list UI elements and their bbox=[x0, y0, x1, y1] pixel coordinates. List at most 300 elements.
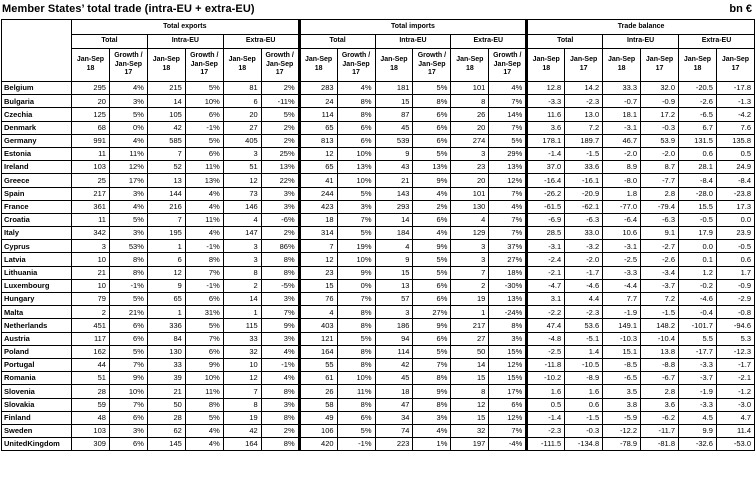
value-cell: 8% bbox=[337, 345, 375, 358]
value-cell: 5% bbox=[185, 134, 223, 147]
value-cell: 7% bbox=[489, 424, 527, 437]
country-cell: Malta bbox=[2, 306, 72, 319]
value-cell: 3 bbox=[451, 240, 489, 253]
value-cell: 164 bbox=[223, 438, 261, 451]
value-cell: 8% bbox=[413, 372, 451, 385]
value-cell: -5.1 bbox=[565, 332, 603, 345]
value-cell: -3.3 bbox=[679, 358, 717, 371]
value-cell: 451 bbox=[72, 319, 110, 332]
value-cell: 48 bbox=[72, 411, 110, 424]
value-cell: 26 bbox=[451, 108, 489, 121]
value-cell: 11% bbox=[185, 161, 223, 174]
value-cell: 4% bbox=[413, 187, 451, 200]
value-cell: -0.5 bbox=[679, 213, 717, 226]
value-cell: 28 bbox=[147, 411, 185, 424]
value-cell: 10% bbox=[337, 147, 375, 160]
value-cell: 4% bbox=[489, 82, 527, 95]
column-header: Growth / Jan-Sep 17 bbox=[413, 49, 451, 82]
value-cell: -4.4 bbox=[603, 279, 641, 292]
value-cell: 8% bbox=[261, 253, 299, 266]
value-cell: 23 bbox=[451, 161, 489, 174]
value-cell: 115 bbox=[223, 319, 261, 332]
table-row bbox=[2, 187, 755, 200]
value-cell: 3 bbox=[223, 240, 261, 253]
table-row bbox=[2, 319, 755, 332]
value-cell: 13.8 bbox=[641, 345, 679, 358]
value-cell: 5% bbox=[261, 108, 299, 121]
value-cell: 5% bbox=[413, 147, 451, 160]
value-cell: 11.6 bbox=[527, 108, 565, 121]
value-cell: 12% bbox=[489, 411, 527, 424]
value-cell: 1 bbox=[147, 306, 185, 319]
value-cell: -1.3 bbox=[716, 95, 754, 108]
value-cell: -0.9 bbox=[716, 279, 754, 292]
value-cell: 10% bbox=[337, 253, 375, 266]
column-header: Jan-Sep 18 bbox=[299, 49, 337, 82]
value-cell: 1 bbox=[451, 306, 489, 319]
table-row bbox=[2, 253, 755, 266]
value-cell: 195 bbox=[147, 227, 185, 240]
value-cell: 51 bbox=[223, 161, 261, 174]
value-cell: 45 bbox=[375, 372, 413, 385]
value-cell: 11.4 bbox=[716, 424, 754, 437]
value-cell: 130 bbox=[147, 345, 185, 358]
value-cell: 32 bbox=[223, 345, 261, 358]
value-cell: 12% bbox=[489, 358, 527, 371]
value-cell: -1% bbox=[185, 240, 223, 253]
country-cell: Cyprus bbox=[2, 240, 72, 253]
value-cell: 9% bbox=[185, 358, 223, 371]
value-cell: 8% bbox=[413, 398, 451, 411]
country-cell: Austria bbox=[2, 332, 72, 345]
value-cell: 8 bbox=[223, 398, 261, 411]
value-cell: 5% bbox=[109, 293, 147, 306]
value-cell: -17.8 bbox=[716, 82, 754, 95]
value-cell: 7% bbox=[261, 306, 299, 319]
value-cell: 6% bbox=[109, 332, 147, 345]
value-cell: 178.1 bbox=[527, 134, 565, 147]
subgroup-header: Extra-EU bbox=[223, 35, 299, 49]
value-cell: 55 bbox=[299, 358, 337, 371]
corner-cell bbox=[2, 20, 72, 82]
value-cell: 8% bbox=[261, 411, 299, 424]
value-cell: 12 bbox=[223, 174, 261, 187]
value-cell: 57 bbox=[375, 293, 413, 306]
value-cell: 6% bbox=[413, 213, 451, 226]
value-cell: -6.2 bbox=[641, 411, 679, 424]
value-cell: 143 bbox=[375, 187, 413, 200]
table-row bbox=[2, 82, 755, 95]
country-cell: Bulgaria bbox=[2, 95, 72, 108]
value-cell: 164 bbox=[299, 345, 337, 358]
value-cell: -11% bbox=[261, 95, 299, 108]
value-cell: 539 bbox=[375, 134, 413, 147]
value-cell: 103 bbox=[72, 424, 110, 437]
value-cell: -26.2 bbox=[527, 187, 565, 200]
value-cell: 3% bbox=[261, 398, 299, 411]
value-cell: -1.9 bbox=[603, 306, 641, 319]
value-cell: 12% bbox=[109, 161, 147, 174]
value-cell: 0.6 bbox=[565, 398, 603, 411]
value-cell: 43 bbox=[375, 161, 413, 174]
value-cell: 5% bbox=[185, 319, 223, 332]
value-cell: -6.3 bbox=[565, 213, 603, 226]
value-cell: 5.5 bbox=[679, 332, 717, 345]
value-cell: 24.9 bbox=[716, 161, 754, 174]
value-cell: 28 bbox=[72, 385, 110, 398]
table-header bbox=[2, 20, 755, 82]
value-cell: -2.3 bbox=[565, 95, 603, 108]
column-header: Jan-Sep 18 bbox=[72, 49, 110, 82]
value-cell: 244 bbox=[299, 187, 337, 200]
value-cell: -28.0 bbox=[679, 187, 717, 200]
value-cell: 32.0 bbox=[641, 82, 679, 95]
value-cell: 0.1 bbox=[679, 253, 717, 266]
value-cell: -17.7 bbox=[679, 345, 717, 358]
value-cell: 53.6 bbox=[565, 319, 603, 332]
value-cell: 27% bbox=[413, 306, 451, 319]
value-cell: 7% bbox=[489, 121, 527, 134]
value-cell: 181 bbox=[375, 82, 413, 95]
table-row bbox=[2, 306, 755, 319]
table-row bbox=[2, 424, 755, 437]
value-cell: 14 bbox=[223, 293, 261, 306]
value-cell: 4% bbox=[109, 200, 147, 213]
value-cell: -1% bbox=[185, 279, 223, 292]
value-cell: -3.1 bbox=[603, 121, 641, 134]
value-cell: 61 bbox=[299, 372, 337, 385]
table-row bbox=[2, 200, 755, 213]
value-cell: -1.5 bbox=[565, 147, 603, 160]
value-cell: 4.5 bbox=[679, 411, 717, 424]
value-cell: 42 bbox=[147, 121, 185, 134]
country-cell: Slovenia bbox=[2, 385, 72, 398]
value-cell: 14 bbox=[147, 95, 185, 108]
value-cell: 1% bbox=[413, 438, 451, 451]
value-cell: 6% bbox=[413, 332, 451, 345]
value-cell: 6% bbox=[413, 279, 451, 292]
value-cell: 10 bbox=[72, 279, 110, 292]
value-cell: 8% bbox=[185, 398, 223, 411]
value-cell: -2.1 bbox=[716, 372, 754, 385]
value-cell: -2.3 bbox=[565, 306, 603, 319]
column-header: Jan-Sep 17 bbox=[641, 49, 679, 82]
subgroup-header: Total bbox=[72, 35, 148, 49]
table-row bbox=[2, 358, 755, 371]
value-cell: 27 bbox=[451, 332, 489, 345]
value-cell: 9.1 bbox=[641, 227, 679, 240]
value-cell: 106 bbox=[299, 424, 337, 437]
value-cell: 2 bbox=[72, 306, 110, 319]
value-cell: 12 bbox=[223, 372, 261, 385]
value-cell: -16.1 bbox=[565, 174, 603, 187]
value-cell: 3.6 bbox=[641, 398, 679, 411]
value-cell: 5% bbox=[413, 266, 451, 279]
subgroup-header: Extra-EU bbox=[679, 35, 755, 49]
value-cell: 4% bbox=[261, 345, 299, 358]
value-cell: -53.0 bbox=[716, 438, 754, 451]
value-cell: 21 bbox=[72, 266, 110, 279]
value-cell: 9% bbox=[413, 174, 451, 187]
value-cell: -1.9 bbox=[679, 385, 717, 398]
value-cell: 31% bbox=[185, 306, 223, 319]
value-cell: 81 bbox=[223, 82, 261, 95]
value-cell: 32 bbox=[451, 424, 489, 437]
value-cell: 9% bbox=[261, 319, 299, 332]
value-cell: -4.6 bbox=[679, 293, 717, 306]
value-cell: -0.7 bbox=[603, 95, 641, 108]
value-cell: 8% bbox=[337, 95, 375, 108]
value-cell: 5% bbox=[185, 411, 223, 424]
value-cell: 3% bbox=[337, 200, 375, 213]
value-cell: -10.2 bbox=[527, 372, 565, 385]
value-cell: -3.3 bbox=[679, 398, 717, 411]
value-cell: 6% bbox=[337, 121, 375, 134]
value-cell: -2.9 bbox=[716, 293, 754, 306]
value-cell: 11% bbox=[185, 385, 223, 398]
value-cell: 2% bbox=[261, 134, 299, 147]
value-cell: 0% bbox=[337, 279, 375, 292]
value-cell: 4% bbox=[489, 200, 527, 213]
value-cell: 7.7 bbox=[603, 293, 641, 306]
table-row bbox=[2, 134, 755, 147]
value-cell: -1% bbox=[337, 438, 375, 451]
column-header: Jan-Sep 17 bbox=[565, 49, 603, 82]
country-cell: Lithuania bbox=[2, 266, 72, 279]
value-cell: 7% bbox=[185, 332, 223, 345]
value-cell: 25% bbox=[261, 147, 299, 160]
value-cell: 8 bbox=[451, 385, 489, 398]
value-cell: -2.4 bbox=[527, 253, 565, 266]
value-cell: 45 bbox=[375, 121, 413, 134]
value-cell: 4 bbox=[375, 240, 413, 253]
value-cell: 18% bbox=[489, 266, 527, 279]
value-cell: 7 bbox=[299, 240, 337, 253]
column-header: Jan-Sep 18 bbox=[147, 49, 185, 82]
table-row bbox=[2, 411, 755, 424]
value-cell: 3% bbox=[413, 411, 451, 424]
value-cell: 5% bbox=[489, 134, 527, 147]
value-cell: -5.9 bbox=[603, 411, 641, 424]
value-cell: 0.5 bbox=[716, 147, 754, 160]
value-cell: 4% bbox=[109, 134, 147, 147]
subgroup-header: Total bbox=[527, 35, 603, 49]
value-cell: 135.8 bbox=[716, 134, 754, 147]
value-cell: 51 bbox=[72, 372, 110, 385]
value-cell: 405 bbox=[223, 134, 261, 147]
value-cell: 146 bbox=[223, 200, 261, 213]
value-cell: -2.2 bbox=[527, 306, 565, 319]
value-cell: 101 bbox=[451, 187, 489, 200]
value-cell: 7 bbox=[451, 266, 489, 279]
value-cell: 991 bbox=[72, 134, 110, 147]
value-cell: 6% bbox=[109, 438, 147, 451]
value-cell: 7 bbox=[147, 213, 185, 226]
value-cell: 8% bbox=[413, 95, 451, 108]
value-cell: 6% bbox=[337, 134, 375, 147]
value-cell: 34 bbox=[375, 411, 413, 424]
value-cell: -24% bbox=[489, 306, 527, 319]
value-cell: 10 bbox=[72, 253, 110, 266]
value-cell: 41 bbox=[299, 174, 337, 187]
value-cell: -3.2 bbox=[565, 240, 603, 253]
value-cell: 37.0 bbox=[527, 161, 565, 174]
value-cell: 5% bbox=[413, 345, 451, 358]
table-row bbox=[2, 121, 755, 134]
column-header: Jan-Sep 18 bbox=[375, 49, 413, 82]
value-cell: 33.0 bbox=[565, 227, 603, 240]
value-cell: 13.0 bbox=[565, 108, 603, 121]
value-cell: 7.6 bbox=[716, 121, 754, 134]
value-cell: -6.4 bbox=[603, 213, 641, 226]
value-cell: 8 bbox=[451, 95, 489, 108]
value-cell: -3.4 bbox=[641, 266, 679, 279]
value-cell: 15% bbox=[489, 345, 527, 358]
value-cell: 8% bbox=[337, 319, 375, 332]
value-cell: 53.9 bbox=[641, 134, 679, 147]
value-cell: 10% bbox=[337, 372, 375, 385]
value-cell: 4% bbox=[413, 424, 451, 437]
value-cell: 7 bbox=[223, 385, 261, 398]
value-cell: -2.1 bbox=[527, 266, 565, 279]
value-cell: 342 bbox=[72, 227, 110, 240]
value-cell: 10 bbox=[223, 358, 261, 371]
value-cell: 13% bbox=[489, 293, 527, 306]
value-cell: 7% bbox=[109, 398, 147, 411]
value-cell: 19 bbox=[223, 411, 261, 424]
value-cell: 4% bbox=[185, 424, 223, 437]
value-cell: 0.6 bbox=[716, 253, 754, 266]
value-cell: 223 bbox=[375, 438, 413, 451]
value-cell: 24 bbox=[299, 95, 337, 108]
value-cell: 28.1 bbox=[679, 161, 717, 174]
value-cell: 5% bbox=[337, 227, 375, 240]
value-cell: 9.9 bbox=[679, 424, 717, 437]
country-cell: Belgium bbox=[2, 82, 72, 95]
value-cell: -94.6 bbox=[716, 319, 754, 332]
value-cell: 420 bbox=[299, 438, 337, 451]
value-cell: 8 bbox=[223, 266, 261, 279]
value-cell: 9% bbox=[413, 319, 451, 332]
column-header: Jan-Sep 18 bbox=[527, 49, 565, 82]
country-cell: France bbox=[2, 200, 72, 213]
value-cell: 1 bbox=[223, 306, 261, 319]
value-cell: 6% bbox=[185, 345, 223, 358]
value-cell: 0.6 bbox=[679, 147, 717, 160]
value-cell: 217 bbox=[72, 187, 110, 200]
value-cell: 23 bbox=[299, 266, 337, 279]
value-cell: -1.2 bbox=[716, 385, 754, 398]
value-cell: 8% bbox=[337, 306, 375, 319]
value-cell: -77.0 bbox=[603, 200, 641, 213]
value-cell: 105 bbox=[147, 108, 185, 121]
value-cell: 10% bbox=[337, 174, 375, 187]
value-cell: 6% bbox=[109, 411, 147, 424]
country-cell: Croatia bbox=[2, 213, 72, 226]
value-cell: 17.2 bbox=[641, 108, 679, 121]
value-cell: 147 bbox=[223, 227, 261, 240]
value-cell: 293 bbox=[375, 200, 413, 213]
value-cell: 11 bbox=[72, 213, 110, 226]
value-cell: 1 bbox=[147, 240, 185, 253]
value-cell: 1.8 bbox=[603, 187, 641, 200]
value-cell: 6% bbox=[185, 293, 223, 306]
value-cell: 12 bbox=[451, 398, 489, 411]
value-cell: 50 bbox=[147, 398, 185, 411]
value-cell: 21 bbox=[375, 174, 413, 187]
value-cell: 26 bbox=[299, 385, 337, 398]
value-cell: -4% bbox=[489, 438, 527, 451]
value-cell: 6% bbox=[413, 121, 451, 134]
value-cell: 114 bbox=[299, 108, 337, 121]
value-cell: 3 bbox=[451, 147, 489, 160]
value-cell: -8.4 bbox=[679, 174, 717, 187]
value-cell: 42 bbox=[223, 424, 261, 437]
value-cell: 8% bbox=[261, 266, 299, 279]
value-cell: 131.5 bbox=[679, 134, 717, 147]
value-cell: 149.1 bbox=[603, 319, 641, 332]
value-cell: -1% bbox=[261, 358, 299, 371]
value-cell: -3.3 bbox=[603, 266, 641, 279]
value-cell: 9% bbox=[413, 240, 451, 253]
value-cell: 11% bbox=[337, 385, 375, 398]
value-cell: -8.4 bbox=[716, 174, 754, 187]
value-cell: 121 bbox=[299, 332, 337, 345]
value-cell: 4% bbox=[261, 372, 299, 385]
table-row bbox=[2, 227, 755, 240]
value-cell: 8% bbox=[337, 358, 375, 371]
value-cell: 13% bbox=[185, 174, 223, 187]
title-bar bbox=[0, 0, 756, 19]
value-cell: 4 bbox=[451, 213, 489, 226]
value-cell: 5% bbox=[413, 253, 451, 266]
value-cell: 19 bbox=[451, 293, 489, 306]
value-cell: -1.7 bbox=[716, 358, 754, 371]
value-cell: 130 bbox=[451, 200, 489, 213]
value-cell: 4% bbox=[185, 200, 223, 213]
value-cell: 8% bbox=[337, 398, 375, 411]
value-cell: -20.5 bbox=[679, 82, 717, 95]
value-cell: -2.7 bbox=[641, 240, 679, 253]
value-cell: 4% bbox=[337, 82, 375, 95]
subgroup-header: Intra-EU bbox=[603, 35, 679, 49]
country-cell: Estonia bbox=[2, 147, 72, 160]
value-cell: 3.5 bbox=[603, 385, 641, 398]
value-cell: 62 bbox=[147, 424, 185, 437]
value-cell: 3 bbox=[223, 253, 261, 266]
value-cell: 13 bbox=[147, 174, 185, 187]
value-cell: 2 bbox=[451, 279, 489, 292]
value-cell: -0.9 bbox=[641, 95, 679, 108]
value-cell: 44 bbox=[72, 358, 110, 371]
value-cell: 6.7 bbox=[679, 121, 717, 134]
value-cell: -79.4 bbox=[641, 200, 679, 213]
country-cell: Sweden bbox=[2, 424, 72, 437]
value-cell: 7.2 bbox=[641, 293, 679, 306]
value-cell: 15% bbox=[489, 372, 527, 385]
value-cell: -30% bbox=[489, 279, 527, 292]
value-cell: 8% bbox=[261, 438, 299, 451]
value-cell: -3.7 bbox=[641, 279, 679, 292]
value-cell: -6.3 bbox=[641, 213, 679, 226]
unit-label: bn € bbox=[729, 3, 752, 15]
value-cell: 17.9 bbox=[679, 227, 717, 240]
value-cell: 4% bbox=[185, 227, 223, 240]
value-cell: 4% bbox=[185, 438, 223, 451]
value-cell: 5% bbox=[109, 345, 147, 358]
value-cell: -11.7 bbox=[641, 424, 679, 437]
value-cell: -8.9 bbox=[565, 372, 603, 385]
